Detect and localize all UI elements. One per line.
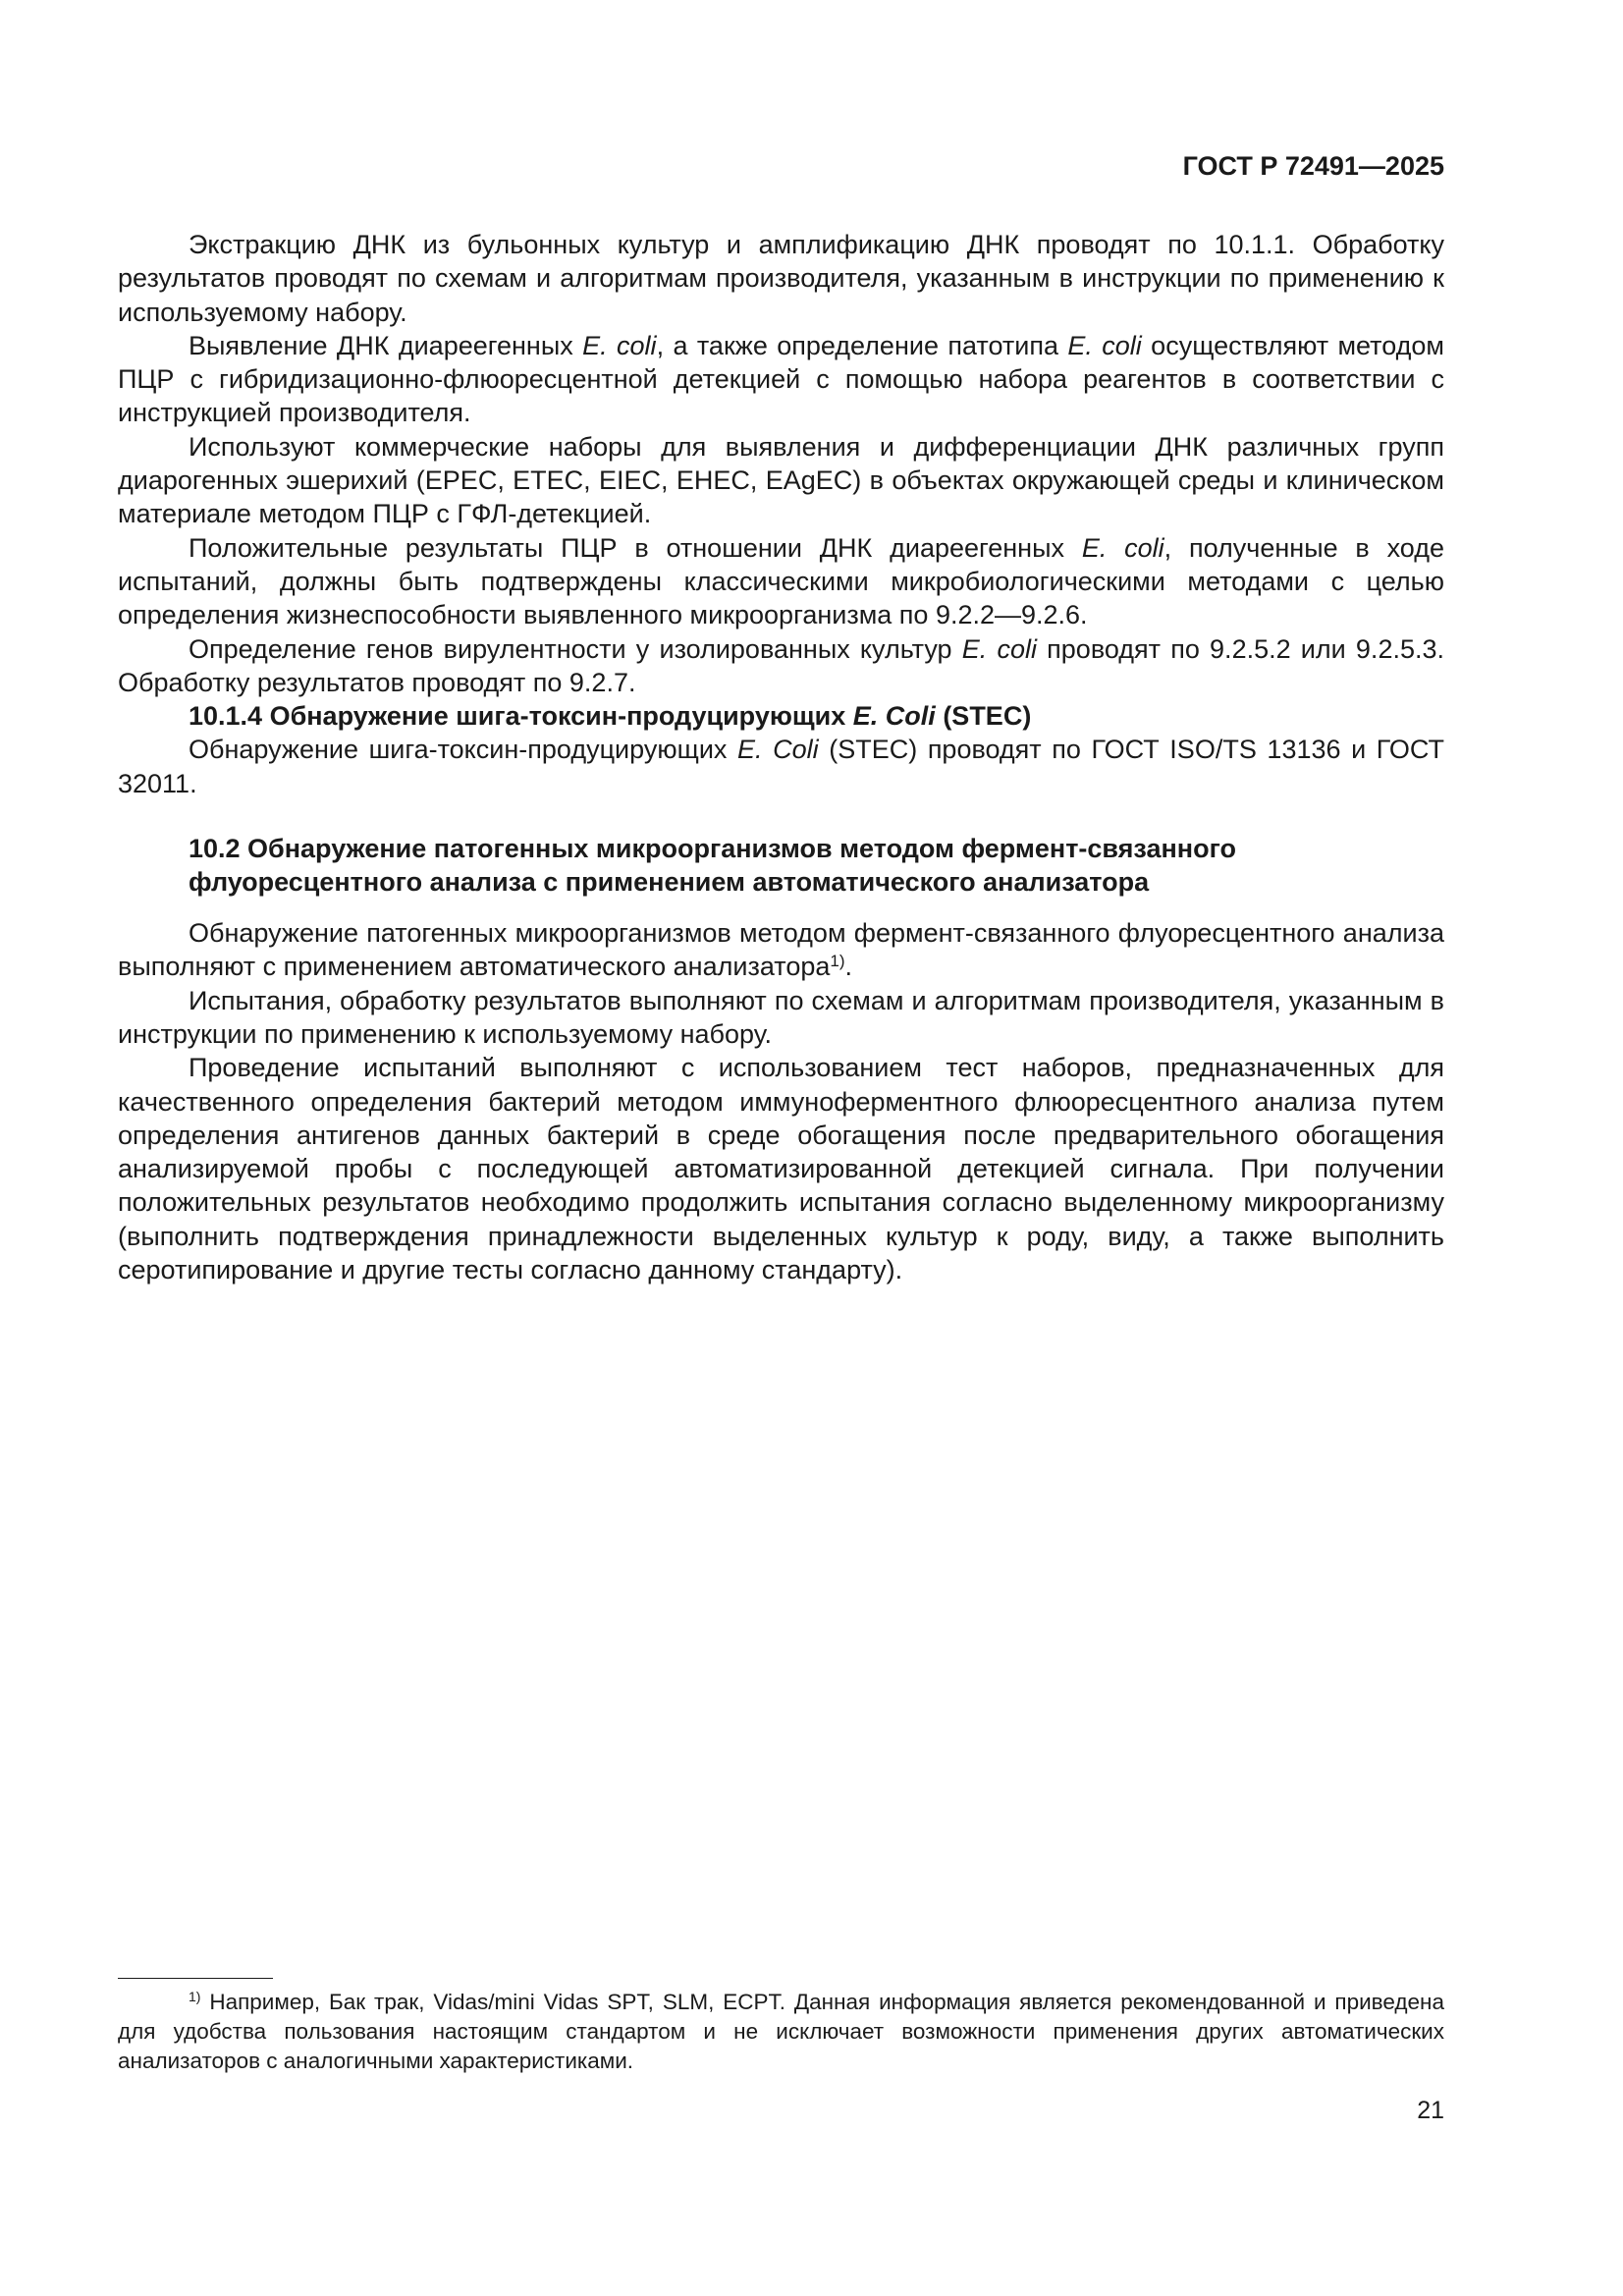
- paragraph-virulence-genes: Определение генов вирулентности у изолированных культур E. coli проводят по 9.2.5.2 или 9.2.5.3. Обработку результатов проводят по 9.2.7.: [118, 633, 1444, 697]
- footnote-text: Например, Бак трак, Vidas/mini Vidas SPT, SLM, ECPT. Данная информация является рекомендованной и приведена для удобства пользования настоящим стандартом и не исключает возможности применения других автоматических анализаторов с аналогичными характеристиками.: [118, 1990, 1444, 2073]
- species-name: E. coli: [961, 633, 1037, 664]
- species-name: E. Coli: [852, 701, 936, 732]
- footnote: [118, 1988, 1444, 2076]
- footnote-marker: 1): [189, 1989, 201, 2004]
- paragraph-stec-detection: Обнаружение шига-токсин-продуцирующих E. Coli (STEC) проводят по ГОСТ ISO/TS 13136 и ГОСТ 32011.: [118, 735, 1444, 798]
- paragraph-positive-results: Положительные результаты ПЦР в отношении ДНК диареегенных E. coli, полученные в ходе испытаний, должны быть подтверждены классическими микробиологическими методами с целью определения жизнеспособности выявленного микроорганизма по 9.2.2—9.2.6.: [118, 532, 1444, 630]
- subsection-heading-stec: 10.1.4 Обнаружение шига-токсин-продуцирующих E. Coli (STEC): [189, 701, 1032, 732]
- paragraph-commercial-kits: Используют коммерческие наборы для выявления и дифференциации ДНК различных групп диарогенных эшерихий (EPEC, ETEC, EIEC, EHEC, EAgEC) в объектах окружающей среды и клиническом материале методом ПЦР с ГФЛ-детекцией.: [118, 431, 1444, 529]
- paragraph-test-kits: Проведение испытаний выполняют с использованием тест наборов, предназначенных для качественного определения бактерий методом иммуноферментного флюоресцентного анализа путем определения антигенов данных бактерий в среде обогащения после предварительного обогащения анализируемой пробы с последующей автоматизированной детекцией сигнала. При получении положительных результатов необходимо продолжить испытания согласно выделенному микроорганизму (выполнить подтверждения принадлежности выделенных культур к роду, виду, а также выполнить серотипирование и другие тесты согласно данному стандарту).: [118, 1053, 1444, 1285]
- page-number: 21: [1417, 2097, 1444, 2124]
- footnote-separator: [118, 1978, 273, 1979]
- section-heading-10-2: 10.2 Обнаружение патогенных микроорганизмов методом фермент-связанного флуоресцентного анализа с применением автоматического анализатора: [189, 834, 1236, 898]
- paragraph-testing-processing: Испытания, обработку результатов выполняют по схемам и алгоритмам производителя, указанным в инструкции по применению к используемому набору.: [118, 985, 1444, 1049]
- footnote-ref[interactable]: 1): [830, 952, 845, 971]
- paragraph-dna-detection: Выявление ДНК диареегенных E. coli, а также определение патотипа E. coli осуществляют методом ПЦР с гибридизационно-флюоресцентной детекцией с помощью набора реагентов в соответствии с инструкцией производителя.: [118, 330, 1444, 428]
- document-body: [118, 228, 1444, 1286]
- species-name: E. coli: [1067, 330, 1142, 360]
- paragraph-dna-extraction: Экстракцию ДНК из бульонных культур и амплификацию ДНК проводят по 10.1.1. Обработку результатов проводят по схемам и алгоритмам производителя, указанным в инструкции по применению к используемому набору.: [118, 230, 1444, 327]
- species-name: E. coli: [1081, 532, 1164, 563]
- document-number-header: ГОСТ Р 72491—2025: [1182, 151, 1444, 181]
- species-name: E. Coli: [737, 735, 819, 765]
- paragraph-analyzer: Обнаружение патогенных микроорганизмов методом фермент-связанного флуоресцентного анализа выполняют с применением автоматического анализатора$^{1)}$.: [118, 918, 1444, 982]
- species-name: E. coli: [582, 330, 657, 360]
